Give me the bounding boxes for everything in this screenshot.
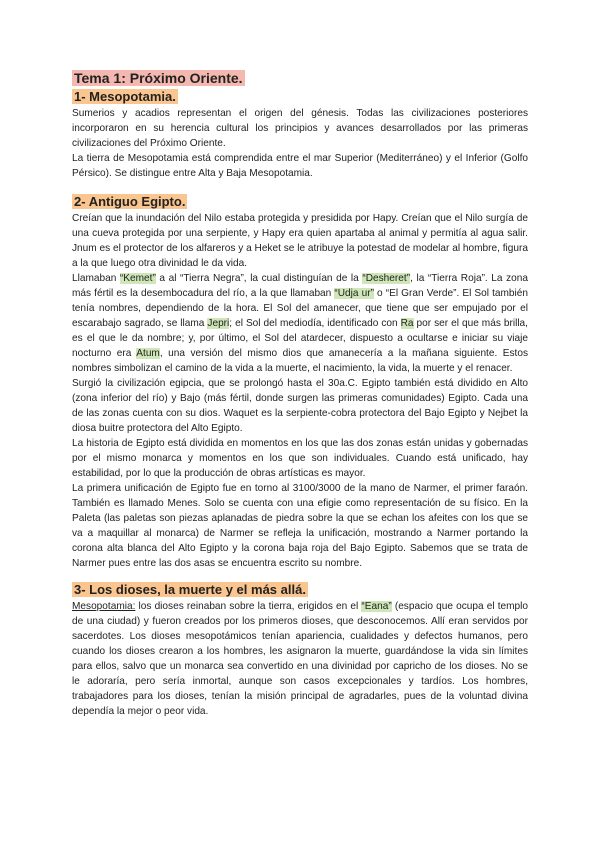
- highlight-jepri: Jepri: [207, 318, 230, 329]
- paragraph: La historia de Egipto está dividida en momentos en los que las dos zonas están unidas y gobernadas por el mismo monarca y momentos en los que son individuales. Cuando está unificado, hay estabilidad, por lo que la producción de obras artísticas es mayor.: [72, 438, 528, 479]
- paragraph: Mesopotamia: los dioses reinaban sobre la tierra, erigidos en el “Eana” (espacio que ocupa el templo de una ciudad) y fueron creados por los primeros dioses, que desconocemos. Allí eran servidos por sacerdotes. Los dioses mesopotámicos tenían apariencia, cualidades y defectos humanos, pero cuando los dioses crearon a los hombres, les asignaron la muerte, guardándose la vida sin límites para ellos, salvo que un monarca sea convertido en una divinidad por capricho de los dioses. No se le adoraría, pero sería inmortal, aunque son casos excepcionales y tardíos. Los hombres, trabajadores para los dioses, tenían la misión principal de agradarles, pues de la voluntad divina dependía la mejor o peor vida.: [72, 601, 528, 717]
- document-page: [72, 70, 528, 719]
- subsection-label: Mesopotamia:: [72, 601, 136, 612]
- highlight-eana: “Eana”: [361, 601, 392, 612]
- paragraph: Llamaban “Kemet” a al “Tierra Negra”, la cual distinguían de la “Desheret”, la “Tierra Roja”. La zona más fértil es la desembocadura del río, a la que llamaban “Udja ur” o “El Gran Verde”. El Sol también tenía nombres, dependiendo de la hora. El Sol del amanecer, que tiene que ser empujado por el escarabajo sagrado, se llama Jepri; el Sol del mediodía, identificado con Ra por ser el que más brilla, es el que le da nombre; y, por último, el Sol del atardecer, dispuesto a ocultarse e iniciar su viaje nocturno era Atum, una versión del mismo dios que amanecería a la mañana siguiente. Estos nombres simbolizan el camino de la vida a la muerte, el nacimiento, la vida, la muerte y el renacer.: [72, 273, 529, 374]
- highlight-atum: Atum: [136, 348, 160, 359]
- paragraph: Creían que la inundación del Nilo estaba protegida y presidida por Hapy. Creían que el Nilo surgía de una cueva protegida por una serpiente, y Hapy era quien apartaba al animal y permitía al agua salir. Jnum es el protector de los alfareros y a Heket se le atribuye la potestad de modelar al hombre, figura a la que luego otra divinidad le da vida.: [72, 213, 528, 269]
- section-mesopotamia: [72, 88, 528, 181]
- document-title: Tema 1: Próximo Oriente.: [74, 70, 243, 86]
- highlight-udja-ur: “Udja ur”: [334, 288, 374, 299]
- paragraph: La primera unificación de Egipto fue en torno al 3100/3000 de la mano de Narmer, el primer faraón. También es llamado Menes. Solo se cuenta con una efigie como representación de su físico. En la Paleta (las paletas son piezas aplanadas de piedra sobre la que se echan los afeites con los que se va a maquillar al monarca) de Narmer se refleja la unificación, mostrando a Narmer portando la corona alta blanca del Alto Egipto y la corona baja roja del Bajo Egipto. Sabemos que se trata de Narmer pues entre las dos asas se encuentra escrito su nombre.: [72, 483, 528, 569]
- paragraph: Surgió la civilización egipcia, que se prolongó hasta el 30a.C. Egipto también está dividido en Alto (zona inferior del río) y Bajo (más fértil, donde surgen las primeras comunidades) Egipto. Cada una de las zonas cuenta con su dios. Waquet es la serpiente-cobra protectora del Bajo Egipto y Nejbet la diosa buitre protectora del Alto Egipto.: [72, 378, 528, 434]
- section-dioses: [72, 581, 528, 719]
- highlight-desheret: “Desheret”: [362, 273, 411, 284]
- section-heading: 2- Antiguo Egipto.: [74, 194, 186, 209]
- section-heading: 1- Mesopotamia.: [74, 89, 176, 104]
- paragraph: La tierra de Mesopotamia está comprendida entre el mar Superior (Mediterráneo) y el Inferior (Golfo Pérsico). Se distingue entre Alta y Baja Mesopotamia.: [72, 153, 528, 179]
- highlight-ra: Ra: [400, 318, 414, 329]
- highlight-kemet: “Kemet”: [119, 273, 156, 284]
- paragraph: Sumerios y acadios representan el origen del génesis. Todas las civilizaciones posteriores incorporaron en su herencia cultural los principios y avances desarrollados por las primeras civilizaciones del Próximo Oriente.: [72, 108, 528, 149]
- section-egipto: [72, 193, 528, 571]
- section-heading: 3- Los dioses, la muerte y el más allá.: [74, 582, 306, 597]
